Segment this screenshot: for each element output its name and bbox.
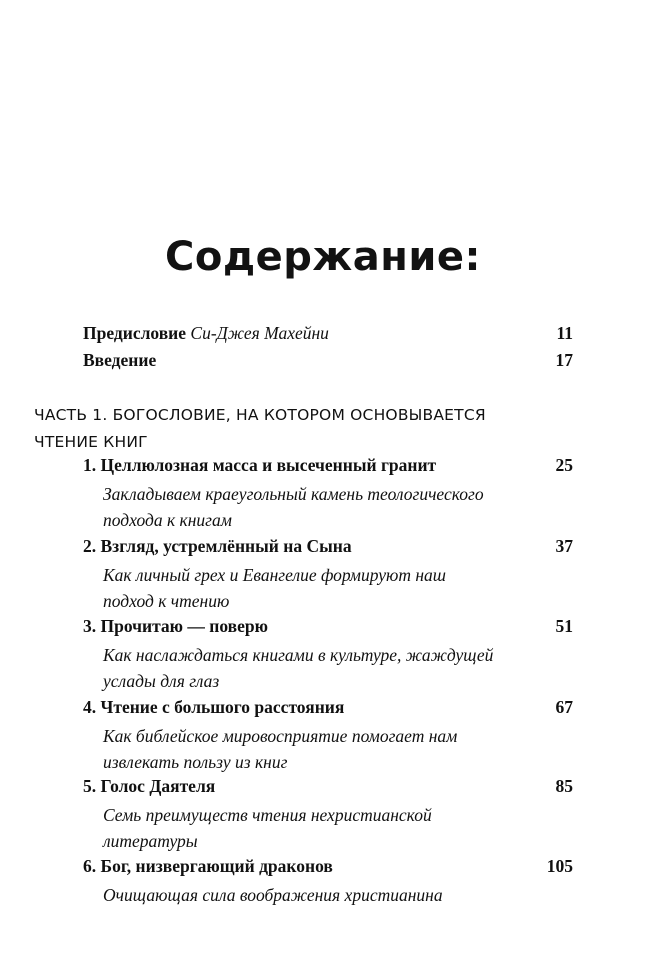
page-number: 25 (555, 455, 573, 475)
toc-chapter-3[interactable] (83, 616, 573, 694)
page-number: 17 (555, 350, 573, 370)
page-number: 85 (555, 776, 573, 796)
chapter-description-line: Как личный грех и Евангелие формируют наш (103, 565, 447, 585)
page-number: 67 (555, 697, 573, 717)
chapter-title: 6. Бог, низвергающий драконов (83, 856, 333, 876)
chapter-description (103, 802, 563, 854)
page-title: Содержание: (165, 234, 481, 280)
entry-label: Предисловие (83, 323, 187, 343)
page-number: 37 (555, 536, 573, 556)
toc-chapter-2[interactable] (83, 536, 573, 614)
page-number: 11 (556, 323, 573, 343)
entry-author: Си-Джея Махейни (190, 323, 329, 343)
chapter-description-line: извлекать пользу из книг (103, 752, 288, 772)
chapter-description-line: услады для глаз (103, 671, 220, 691)
part-heading (34, 402, 554, 456)
chapter-description-line: Как библейское мировосприятие помогает нам (103, 726, 458, 746)
chapter-description-line: подход к чтению (103, 591, 230, 611)
toc-chapter-4[interactable] (83, 697, 573, 775)
chapter-title: 4. Чтение с большого расстояния (83, 697, 345, 717)
chapter-description-line: Как наслаждаться книгами в культуре, жаждущей (103, 645, 494, 665)
chapter-description (103, 882, 563, 908)
toc-chapter-5[interactable] (83, 776, 573, 854)
chapter-title: 1. Целлюлозная масса и высеченный гранит (83, 455, 437, 475)
page-number: 51 (555, 616, 573, 636)
chapter-description (103, 562, 563, 614)
chapter-title: 2. Взгляд, устремлённый на Сына (83, 536, 352, 556)
chapter-description-line: подхода к книгам (103, 510, 232, 530)
part-heading-line: ЧТЕНИЕ КНИГ (34, 433, 148, 451)
chapter-description (103, 642, 563, 694)
chapter-description (103, 481, 563, 533)
entry-title (83, 322, 329, 344)
toc-chapter-1[interactable] (83, 455, 573, 533)
chapter-description-line: литературы (103, 831, 198, 851)
chapter-description (103, 723, 563, 775)
part-heading-line: ЧАСТЬ 1. БОГОСЛОВИЕ, НА КОТОРОМ ОСНОВЫВАЕТСЯ (34, 406, 486, 424)
page-number: 105 (546, 856, 573, 876)
chapter-title: 5. Голос Даятеля (83, 776, 216, 796)
chapter-description-line: Закладываем краеугольный камень теологического (103, 484, 484, 504)
toc-chapter-6[interactable] (83, 856, 573, 908)
chapter-description-line: Очищающая сила воображения христианина (103, 885, 443, 905)
entry-label: Введение (83, 350, 157, 370)
chapter-title: 3. Прочитаю — поверю (83, 616, 268, 636)
chapter-description-line: Семь преимуществ чтения нехристианской (103, 805, 432, 825)
